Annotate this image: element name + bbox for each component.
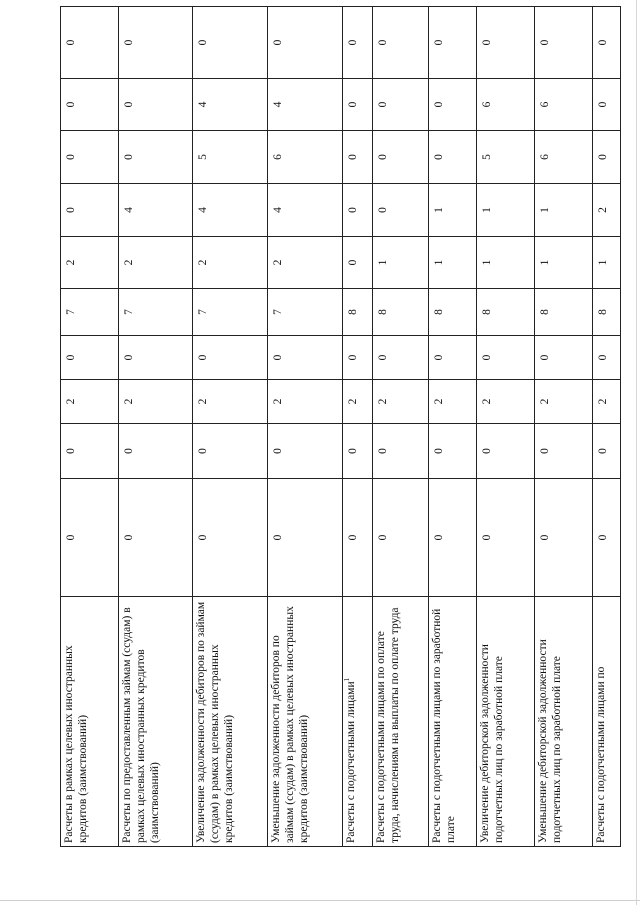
cell-value: 0: [61, 184, 119, 237]
cell-value: 6: [268, 131, 343, 184]
cell-value: 0: [535, 479, 593, 597]
cell-value: 0: [61, 7, 119, 79]
row-label-text: Уменьшение задолженности дебиторов по займам (ссудам) в рамках целевых иностранных кредитов (заимствований): [270, 606, 310, 843]
table-row: [593, 7, 621, 847]
cell-value: 7: [119, 289, 193, 336]
cell-value: 0: [343, 184, 373, 237]
cell-value: 8: [593, 289, 621, 336]
cell-value: 0: [429, 131, 477, 184]
cell-value: 0: [593, 424, 621, 479]
cell-value: 8: [343, 289, 373, 336]
cell-value: 5: [193, 131, 268, 184]
cell-value: 0: [373, 336, 429, 380]
cell-value: 4: [193, 184, 268, 237]
cell-value: 0: [343, 7, 373, 79]
cell-value: 1: [593, 237, 621, 289]
cell-value: 2: [193, 380, 268, 424]
row-label-text: Увеличение дебиторской задолженности подотчетных лиц по заработной плате: [479, 644, 505, 843]
footnote-marker: 1: [343, 677, 352, 682]
row-label: [193, 597, 268, 847]
cell-value: 0: [268, 7, 343, 79]
cell-value: 0: [373, 131, 429, 184]
cell-value: 0: [429, 79, 477, 131]
cell-value: 0: [343, 79, 373, 131]
cell-value: 2: [119, 237, 193, 289]
row-label-text: Расчеты с подотчетными лицами: [345, 681, 357, 843]
cell-value: 8: [535, 289, 593, 336]
cell-value: 0: [193, 479, 268, 597]
cell-value: 2: [593, 380, 621, 424]
table-row: [477, 7, 535, 847]
cell-value: 8: [429, 289, 477, 336]
table-row: [429, 7, 477, 847]
cell-value: 0: [593, 131, 621, 184]
cell-value: 1: [535, 237, 593, 289]
cell-value: 8: [477, 289, 535, 336]
table-body: [61, 7, 621, 847]
cell-value: 0: [61, 79, 119, 131]
cell-value: 0: [268, 336, 343, 380]
cell-value: 0: [193, 7, 268, 79]
cell-value: 0: [119, 131, 193, 184]
cell-value: 0: [268, 424, 343, 479]
row-label-text: Расчеты в рамках целевых иностранных кредитов (заимствований): [63, 645, 89, 843]
row-label: [429, 597, 477, 847]
table-row: [268, 7, 343, 847]
cell-value: 2: [535, 380, 593, 424]
cell-value: 1: [535, 184, 593, 237]
cell-value: 0: [429, 336, 477, 380]
row-label-text: Расчеты с подотчетными лицами по: [595, 666, 607, 843]
row-label-text: Увеличение задолженности дебиторов по займам (ссудам) в рамках целевых иностранных кредитов (заимствований): [195, 601, 235, 843]
cell-value: 0: [268, 479, 343, 597]
cell-value: 6: [477, 79, 535, 131]
cell-value: 0: [477, 424, 535, 479]
cell-value: 0: [535, 336, 593, 380]
row-label: [373, 597, 429, 847]
cell-value: 0: [343, 237, 373, 289]
cell-value: 0: [193, 336, 268, 380]
table-row: [119, 7, 193, 847]
cell-value: 1: [477, 237, 535, 289]
cell-value: 1: [429, 237, 477, 289]
cell-value: 2: [593, 184, 621, 237]
cell-value: 0: [343, 479, 373, 597]
cell-value: 0: [373, 7, 429, 79]
cell-value: 2: [61, 237, 119, 289]
cell-value: 0: [119, 79, 193, 131]
row-label: [535, 597, 593, 847]
cell-value: 2: [343, 380, 373, 424]
cell-value: 7: [61, 289, 119, 336]
cell-value: 2: [373, 380, 429, 424]
cell-value: 0: [429, 7, 477, 79]
cell-value: 0: [61, 336, 119, 380]
cell-value: 2: [429, 380, 477, 424]
cell-value: 4: [268, 79, 343, 131]
cell-value: 2: [193, 237, 268, 289]
cell-value: 2: [268, 237, 343, 289]
cell-value: 0: [61, 131, 119, 184]
row-label: [343, 597, 373, 847]
row-label: [477, 597, 535, 847]
cell-value: 7: [268, 289, 343, 336]
row-label-text: Уменьшение дебиторской задолженности подотчетных лиц по заработной плате: [537, 639, 563, 843]
cell-value: 1: [373, 237, 429, 289]
cell-value: 0: [535, 7, 593, 79]
cell-value: 0: [593, 79, 621, 131]
cell-value: 2: [61, 380, 119, 424]
cell-value: 0: [119, 7, 193, 79]
cell-value: 6: [535, 131, 593, 184]
cell-value: 4: [119, 184, 193, 237]
cell-value: 0: [119, 424, 193, 479]
row-label-text: Расчеты с подотчетными лицами по оплате труда, начислениям на выплаты по оплате труда: [375, 607, 401, 843]
table-row: [373, 7, 429, 847]
cell-value: 2: [477, 380, 535, 424]
cell-value: 6: [535, 79, 593, 131]
cell-value: 0: [477, 336, 535, 380]
row-label-text: Расчеты с подотчетными лицами по заработной плате: [431, 608, 457, 843]
cell-value: 1: [429, 184, 477, 237]
cell-value: 2: [268, 380, 343, 424]
cell-value: 0: [373, 79, 429, 131]
cell-value: 7: [193, 289, 268, 336]
row-label: [61, 597, 119, 847]
cell-value: 0: [373, 184, 429, 237]
table-row: [61, 7, 119, 847]
cell-value: 0: [343, 336, 373, 380]
cell-value: 4: [193, 79, 268, 131]
cell-value: 0: [61, 479, 119, 597]
cell-value: 5: [477, 131, 535, 184]
cell-value: 1: [477, 184, 535, 237]
cell-value: 8: [373, 289, 429, 336]
cell-value: 0: [373, 479, 429, 597]
cell-value: 0: [119, 479, 193, 597]
accounts-table: [60, 6, 621, 847]
table-row: [343, 7, 373, 847]
cell-value: 0: [373, 424, 429, 479]
cell-value: 0: [593, 479, 621, 597]
table-row: [193, 7, 268, 847]
scan-edge: [636, 0, 637, 905]
cell-value: 0: [429, 479, 477, 597]
cell-value: 0: [535, 424, 593, 479]
cell-value: 0: [61, 424, 119, 479]
cell-value: 0: [119, 336, 193, 380]
cell-value: 0: [593, 336, 621, 380]
row-label-text: Расчеты по предоставленным займам (ссудам) в рамках целевых иностранных кредитов (заимствований): [121, 607, 161, 843]
row-label: [119, 597, 193, 847]
scan-edge-bottom: [0, 900, 640, 901]
cell-value: 2: [119, 380, 193, 424]
cell-value: 0: [477, 479, 535, 597]
cell-value: 0: [593, 7, 621, 79]
cell-value: 0: [429, 424, 477, 479]
cell-value: 0: [343, 131, 373, 184]
cell-value: 0: [193, 424, 268, 479]
cell-value: 0: [343, 424, 373, 479]
table-row: [535, 7, 593, 847]
row-label: [593, 597, 621, 847]
row-label: [268, 597, 343, 847]
cell-value: 0: [477, 7, 535, 79]
cell-value: 4: [268, 184, 343, 237]
